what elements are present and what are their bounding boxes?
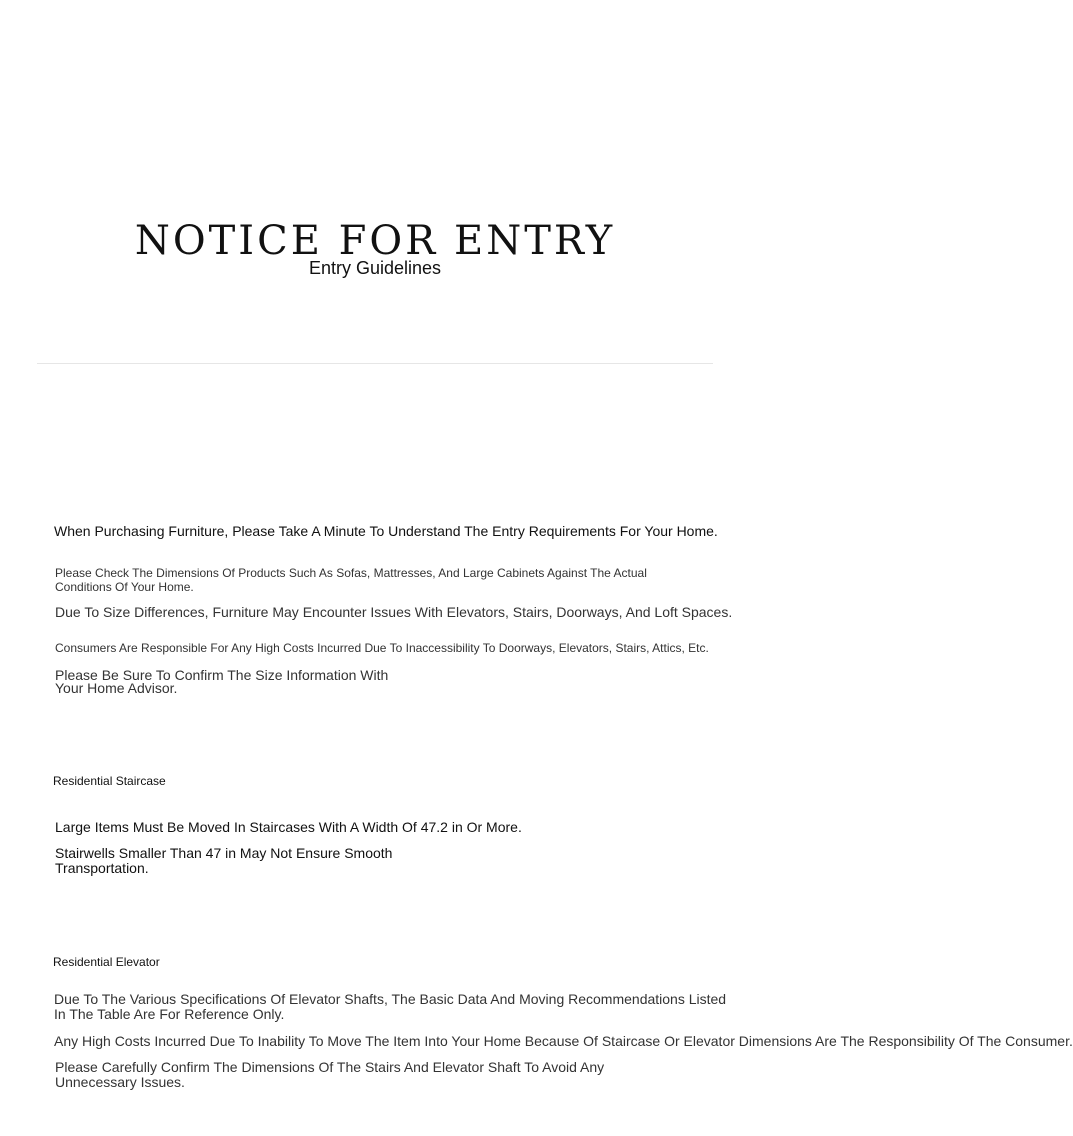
staircase-heading: Residential Staircase [53,774,166,788]
elevator-reference-text: Due To The Various Specifications Of Elevator Shafts, The Basic Data And Moving Recommendations Listed In The Table Are For Reference Only. [54,991,727,1022]
page-subtitle: Entry Guidelines [308,258,442,278]
intro-dimensions-text: Please Check The Dimensions Of Products Such As Sofas, Mattresses, And Large Cabinets Against The Actual Conditions Of Your Home. [55,566,647,594]
header-divider [37,363,713,364]
intro-advisor-text: Please Be Sure To Confirm The Size Information With Your Home Advisor. [55,667,389,696]
intro-size-differences-text: Due To Size Differences, Furniture May Encounter Issues With Elevators, Stairs, Doorways, And Loft Spaces. [55,604,733,620]
elevator-heading: Residential Elevator [53,955,160,969]
staircase-width-text: Large Items Must Be Moved In Staircases With A Width Of 47.2 in Or More. [55,819,522,835]
page-title: NOTICE FOR ENTRY [134,217,616,264]
intro-lead-text: When Purchasing Furniture, Please Take A Minute To Understand The Entry Requirements For Your Home. [54,523,718,539]
intro-costs-text: Consumers Are Responsible For Any High Costs Incurred Due To Inaccessibility To Doorways, Elevators, Stairs, Attics, Etc. [55,641,709,655]
staircase-stairwell-text: Stairwells Smaller Than 47 in May Not Ensure Smooth Transportation. [55,845,393,876]
elevator-costs-text: Any High Costs Incurred Due To Inability To Move The Item Into Your Home Because Of Staircase Or Elevator Dimensions Are The Responsibility Of The Consumer. [54,1033,1073,1049]
elevator-confirm-text: Please Carefully Confirm The Dimensions Of The Stairs And Elevator Shaft To Avoid Any Unnecessary Issues. [55,1059,605,1090]
